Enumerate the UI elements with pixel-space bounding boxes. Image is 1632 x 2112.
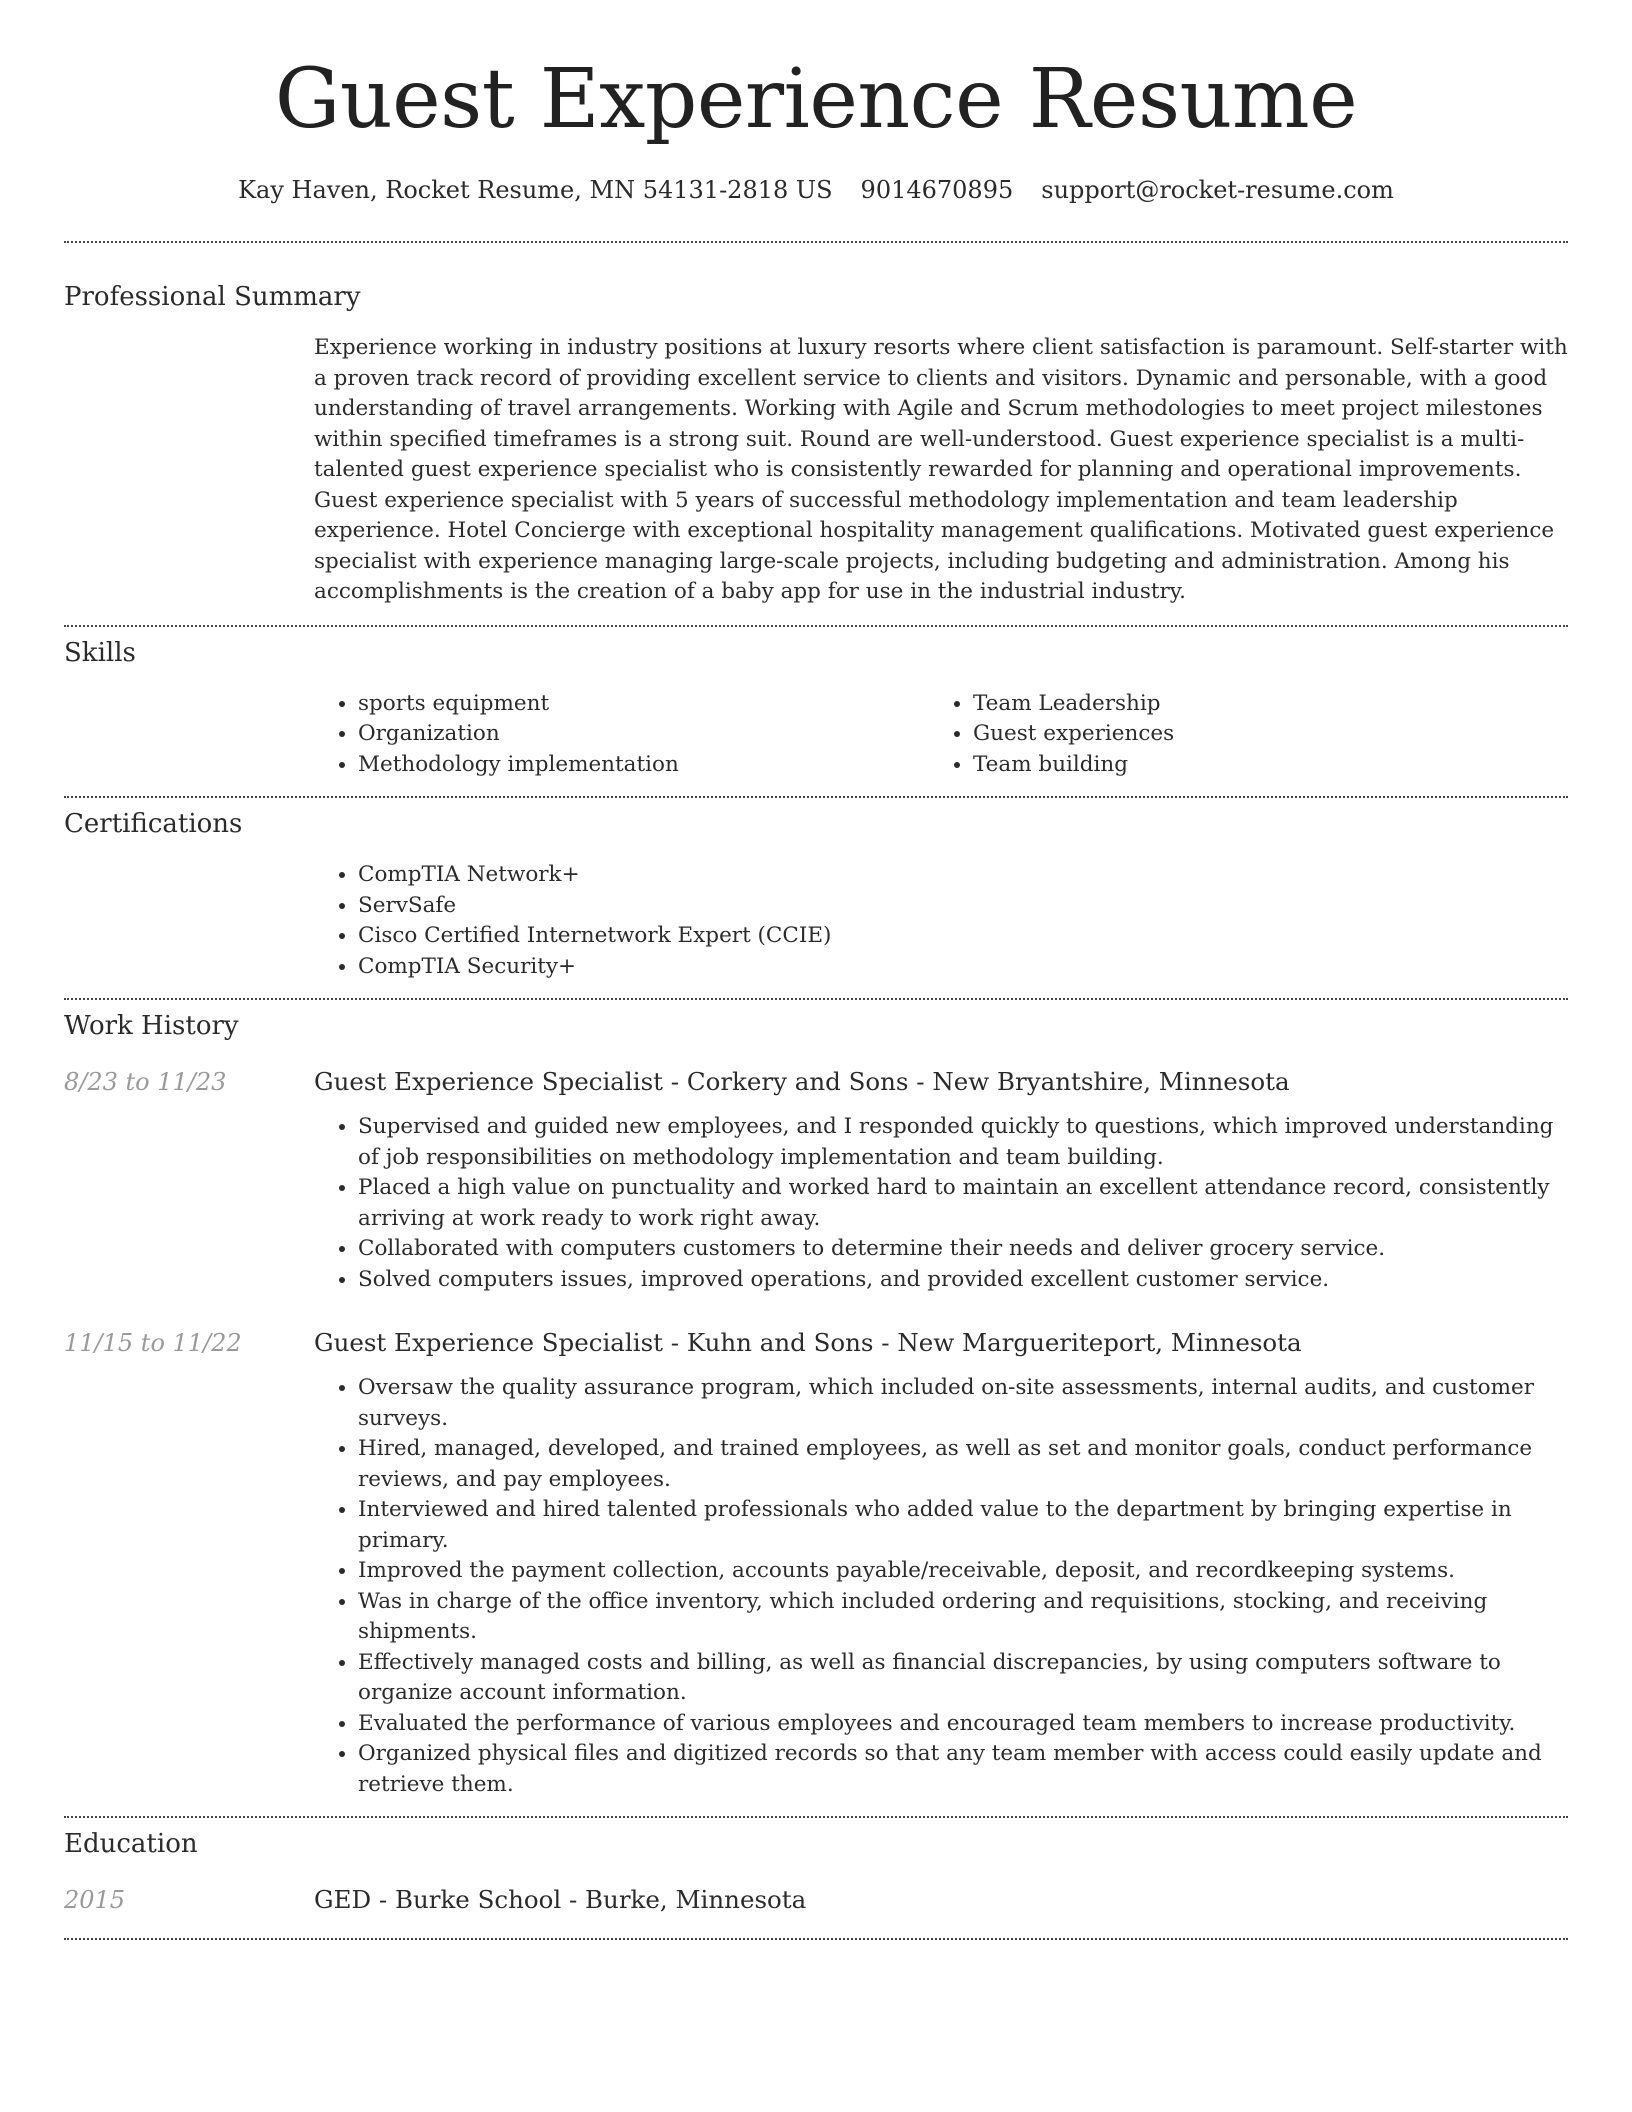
summary-heading: Professional Summary [64, 282, 361, 312]
certifications-list [314, 860, 1568, 982]
skills-heading: Skills [64, 637, 136, 668]
certification-item: • Cisco Certified Internetwork Expert (CCIE) [358, 921, 1568, 952]
certification-item: • CompTIA Network+ [358, 860, 1568, 891]
certifications-section [64, 798, 1568, 998]
education-section [64, 1818, 1568, 1938]
skills-section [64, 627, 1568, 797]
skill-item: • Methodology implementation [358, 750, 929, 781]
job-bullet: • Solved computers issues, improved operations, and provided excellent customer service. [358, 1265, 1568, 1296]
job-bullet: • Improved the payment collection, accounts payable/receivable, deposit, and recordkeeping systems. [358, 1556, 1568, 1587]
job-bullet: • Interviewed and hired talented professionals who added value to the department by bringing expertise in primary. [358, 1495, 1568, 1556]
job-entry [64, 1066, 1568, 1295]
summary-content [314, 333, 1568, 625]
job-entry [64, 1327, 1568, 1800]
skill-item: • sports equipment [358, 689, 929, 720]
section-divider [64, 1938, 1568, 1940]
job-dates: 11/15 to 11/22 [64, 1329, 242, 1357]
job-bullet: • Organized physical files and digitized records so that any team member with access could easily update and retrieve them. [358, 1739, 1568, 1800]
contact-line [64, 174, 1568, 206]
education-body [314, 1884, 1568, 1916]
work-history-heading: Work History [64, 1011, 239, 1041]
certification-item: • CompTIA Security+ [358, 952, 1568, 983]
job-body [314, 1327, 1568, 1800]
skill-item: • Organization [358, 719, 929, 750]
skill-item: • Team Leadership [973, 689, 1544, 720]
skills-content [314, 689, 1568, 797]
contact-email: support@rocket-resume.com [1041, 176, 1394, 204]
job-bullet: • Was in charge of the office inventory, which included ordering and requisitions, stocking, and receiving shipments. [358, 1587, 1568, 1648]
job-bullet: • Collaborated with computers customers to determine their needs and deliver grocery service. [358, 1234, 1568, 1265]
job-bullet: • Hired, managed, developed, and trained employees, as well as set and monitor goals, conduct performance reviews, and pay employees. [358, 1434, 1568, 1495]
summary-section [64, 243, 1568, 625]
skills-column-left [314, 689, 929, 781]
certification-item: • ServSafe [358, 891, 1568, 922]
job-body [314, 1066, 1568, 1295]
certifications-heading: Certifications [64, 809, 243, 839]
skills-column-right [929, 689, 1544, 781]
skill-item: • Guest experiences [973, 719, 1544, 750]
job-bullets [314, 1373, 1568, 1800]
job-bullet: • Supervised and guided new employees, and I responded quickly to questions, which improved understanding of job responsibilities on methodology implementation and team building. [358, 1112, 1568, 1173]
education-heading: Education [64, 1829, 198, 1859]
job-bullet: • Placed a high value on punctuality and worked hard to maintain an excellent attendance record, consistently arriving at work ready to work right away. [358, 1173, 1568, 1234]
job-bullet: • Effectively managed costs and billing, as well as financial discrepancies, by using computers software to organize account information. [358, 1648, 1568, 1709]
summary-text: Experience working in industry positions at luxury resorts where client satisfaction is paramount. Self-starter with a proven track record of providing excellent service to clients and visitors. Dynamic and personable, with a good understanding of travel arrangements. Working with Agile and Scrum methodologies to meet project milestones within specified timeframes is a strong suit. Round are well-understood. Guest experience specialist is a multi-talented guest experience specialist who is consistently rewarded for planning and operational improvements. Guest experience specialist with 5 years of successful methodology implementation and team leadership experience. Hotel Concierge with exceptional hospitality management qualifications. Motivated guest experience specialist with experience managing large-scale projects, including budgeting and administration. Among his accomplishments is the creation of a baby app for use in the industrial industry. [314, 335, 1568, 604]
job-dates: 8/23 to 11/23 [64, 1068, 227, 1096]
job-bullets [314, 1112, 1568, 1295]
contact-address: Kay Haven, Rocket Resume, MN 54131-2818 US [238, 176, 833, 204]
skill-item: • Team building [973, 750, 1544, 781]
work-history-section [64, 1000, 1568, 1816]
education-date: 2015 [64, 1886, 126, 1914]
contact-phone: 9014670895 [860, 176, 1014, 204]
education-entry [64, 1884, 1568, 1916]
job-bullet: • Evaluated the performance of various employees and encouraged team members to increase productivity. [358, 1709, 1568, 1740]
job-title: Guest Experience Specialist - Kuhn and Sons - New Margueriteport, Minnesota [314, 1328, 1302, 1357]
job-title: Guest Experience Specialist - Corkery and Sons - New Bryantshire, Minnesota [314, 1067, 1290, 1096]
skills-list-right [929, 689, 1544, 781]
job-bullet: • Oversaw the quality assurance program, which included on-site assessments, internal audits, and customer surveys. [358, 1373, 1568, 1434]
skills-list-left [314, 689, 929, 781]
education-title: GED - Burke School - Burke, Minnesota [314, 1885, 807, 1914]
resume-title: Guest Experience Resume [274, 52, 1358, 147]
certifications-content [314, 860, 1568, 998]
